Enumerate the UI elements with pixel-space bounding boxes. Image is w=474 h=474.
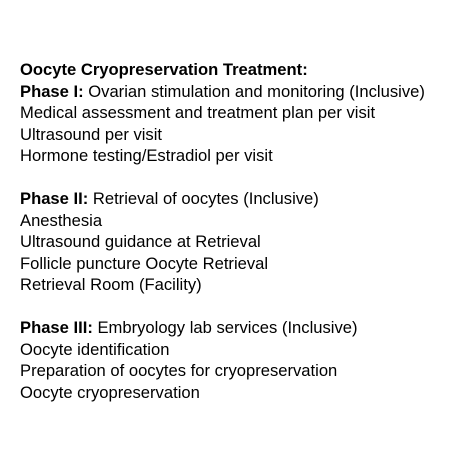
phase-1-item: Hormone testing/Estradiol per visit <box>20 146 273 165</box>
phase-1-item: Ultrasound per visit <box>20 124 163 144</box>
phase-1-item: Medical assessment and treatment plan per visit <box>20 103 376 122</box>
phase-3-heading-text: Embryology lab services (Inclusive) <box>92 318 358 337</box>
phase-1-heading-text: Ovarian stimulation and monitoring (Inclusive) <box>83 81 425 101</box>
phase-2-item: Ultrasound guidance at Retrieval <box>20 232 261 251</box>
phase-3-item: Oocyte cryopreservation <box>20 382 200 402</box>
phase-1-heading <box>20 81 472 103</box>
phase-2-item: Follicle puncture Oocyte Retrieval <box>20 253 269 273</box>
section-spacer <box>20 296 472 318</box>
phase-3-item: Oocyte identification <box>20 339 170 359</box>
phase-2-label: Phase II: <box>20 189 89 208</box>
phase-2-item: Retrieval Room (Facility) <box>20 275 202 294</box>
phase-2-item: Anesthesia <box>20 210 103 230</box>
phase-2-heading <box>20 188 472 210</box>
phase-3-item: Preparation of oocytes for cryopreservation <box>20 361 338 380</box>
phase-2-heading-text: Retrieval of oocytes (Inclusive) <box>88 189 319 208</box>
section-spacer <box>20 167 472 189</box>
phase-3-heading <box>20 317 472 339</box>
phase-1-label: Phase I: <box>20 81 84 101</box>
document-title: Oocyte Cryopreservation Treatment: <box>20 60 308 79</box>
document-body <box>20 59 472 403</box>
phase-3-label: Phase III: <box>20 318 93 337</box>
